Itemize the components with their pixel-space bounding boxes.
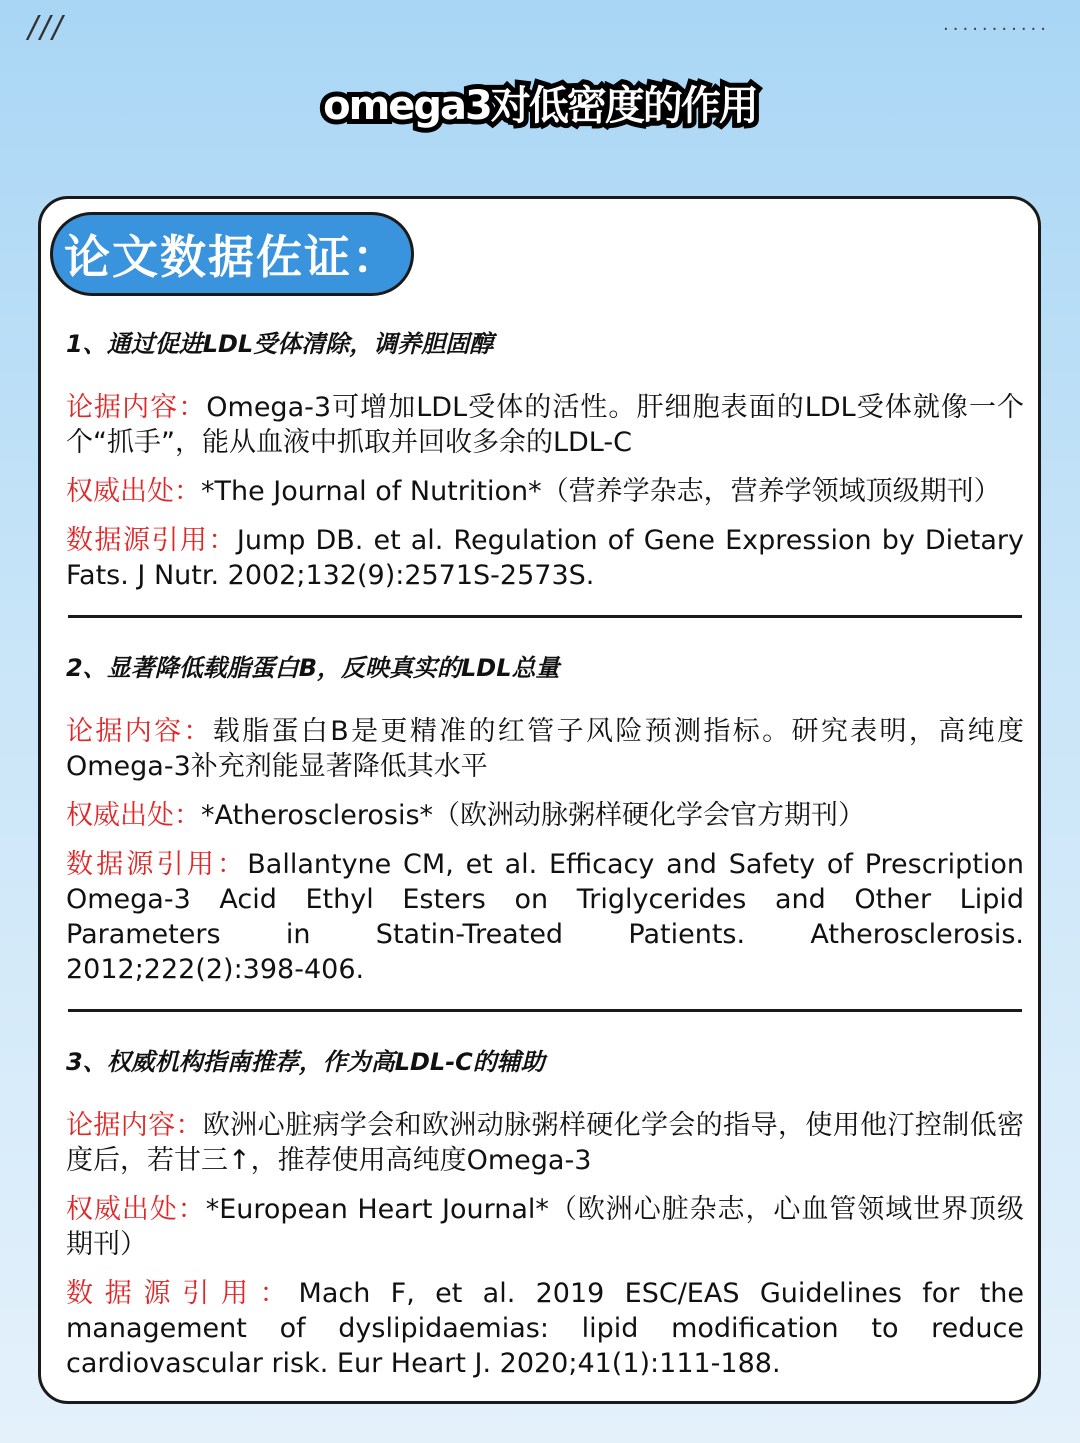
section-1: [66, 312, 1024, 593]
citation-paragraph: [66, 523, 1024, 593]
content-paragraph: [66, 1108, 1024, 1178]
source-text: *European Heart Journal*（欧洲心脏杂志，心血管领域世界顶级期刊）: [66, 1194, 1025, 1260]
citation-paragraph: [66, 847, 1024, 987]
source-paragraph: [66, 474, 1024, 509]
source-text: *Atherosclerosis*（欧洲动脉粥样硬化学会官方期刊）: [201, 800, 866, 831]
citation-paragraph: [66, 1276, 1024, 1381]
citation-text: Mach F, et al. 2019 ESC/EAS Guidelines for the management of dyslipidaemias: lipid modification to reduce cardiovascular risk. Eur Heart J. 2020;41(1):111-188.: [66, 1278, 1024, 1379]
source-paragraph: [66, 798, 1024, 833]
source-paragraph: [66, 1192, 1024, 1262]
source-label: 权威出处：: [66, 800, 201, 831]
page-title: omega3对低密度的作用: [323, 83, 757, 129]
content-label: 论据内容：: [66, 716, 213, 747]
content-label: 论据内容：: [66, 1110, 203, 1141]
section-heading: 3、权威机构指南推荐，作为高LDL-C的辅助: [66, 1048, 545, 1076]
content-paragraph: [66, 390, 1024, 460]
content-paragraph: [66, 714, 1024, 784]
citation-label: 数据源引用：: [66, 525, 237, 556]
decorative-slashes: ///: [28, 10, 65, 45]
section-heading: 2、显著降低载脂蛋白B，反映真实的LDL总量: [66, 654, 560, 682]
content-text: Omega-3可增加LDL受体的活性。肝细胞表面的LDL受体就像一个个“抓手”，能从血液中抓取并回收多余的LDL-C: [66, 392, 1024, 458]
content-text: 欧洲心脏病学会和欧洲动脉粥样硬化学会的指导，使用他汀控制低密度后，若甘三↑，推荐使用高纯度Omega-3: [66, 1110, 1025, 1176]
source-label: 权威出处：: [66, 1194, 206, 1225]
content-text: 载脂蛋白B是更精准的红管子风险预测指标。研究表明，高纯度Omega-3补充剂能显著降低其水平: [66, 716, 1024, 782]
source-label: 权威出处：: [66, 476, 201, 507]
section-heading: 1、通过促进LDL受体清除，调养胆固醇: [66, 330, 494, 358]
section-2: [66, 636, 1024, 987]
citation-label: 数据源引用：: [66, 849, 248, 880]
content-area: [66, 306, 1024, 1395]
decorative-dots: ...........: [943, 14, 1050, 35]
citation-text: Jump DB. et al. Regulation of Gene Expression by Dietary Fats. J Nutr. 2002;132(9):2571S-2573S.: [66, 525, 1024, 591]
section-3: [66, 1030, 1024, 1381]
citation-text: Ballantyne CM, et al. Efficacy and Safety of Prescription Omega-3 Acid Ethyl Esters on Triglycerides and Other Lipid Parameters in Statin-Treated Patients. Atherosclerosis. 2012;222(2):398-406.: [66, 849, 1024, 985]
content-label: 论据内容：: [66, 392, 207, 423]
section-divider: [68, 615, 1022, 618]
section-divider: [68, 1009, 1022, 1012]
source-text: *The Journal of Nutrition*（营养学杂志，营养学领域顶级期刊）: [201, 476, 1001, 507]
evidence-badge: 论文数据佐证：: [50, 212, 414, 296]
citation-label: 数据源引用：: [66, 1278, 299, 1309]
